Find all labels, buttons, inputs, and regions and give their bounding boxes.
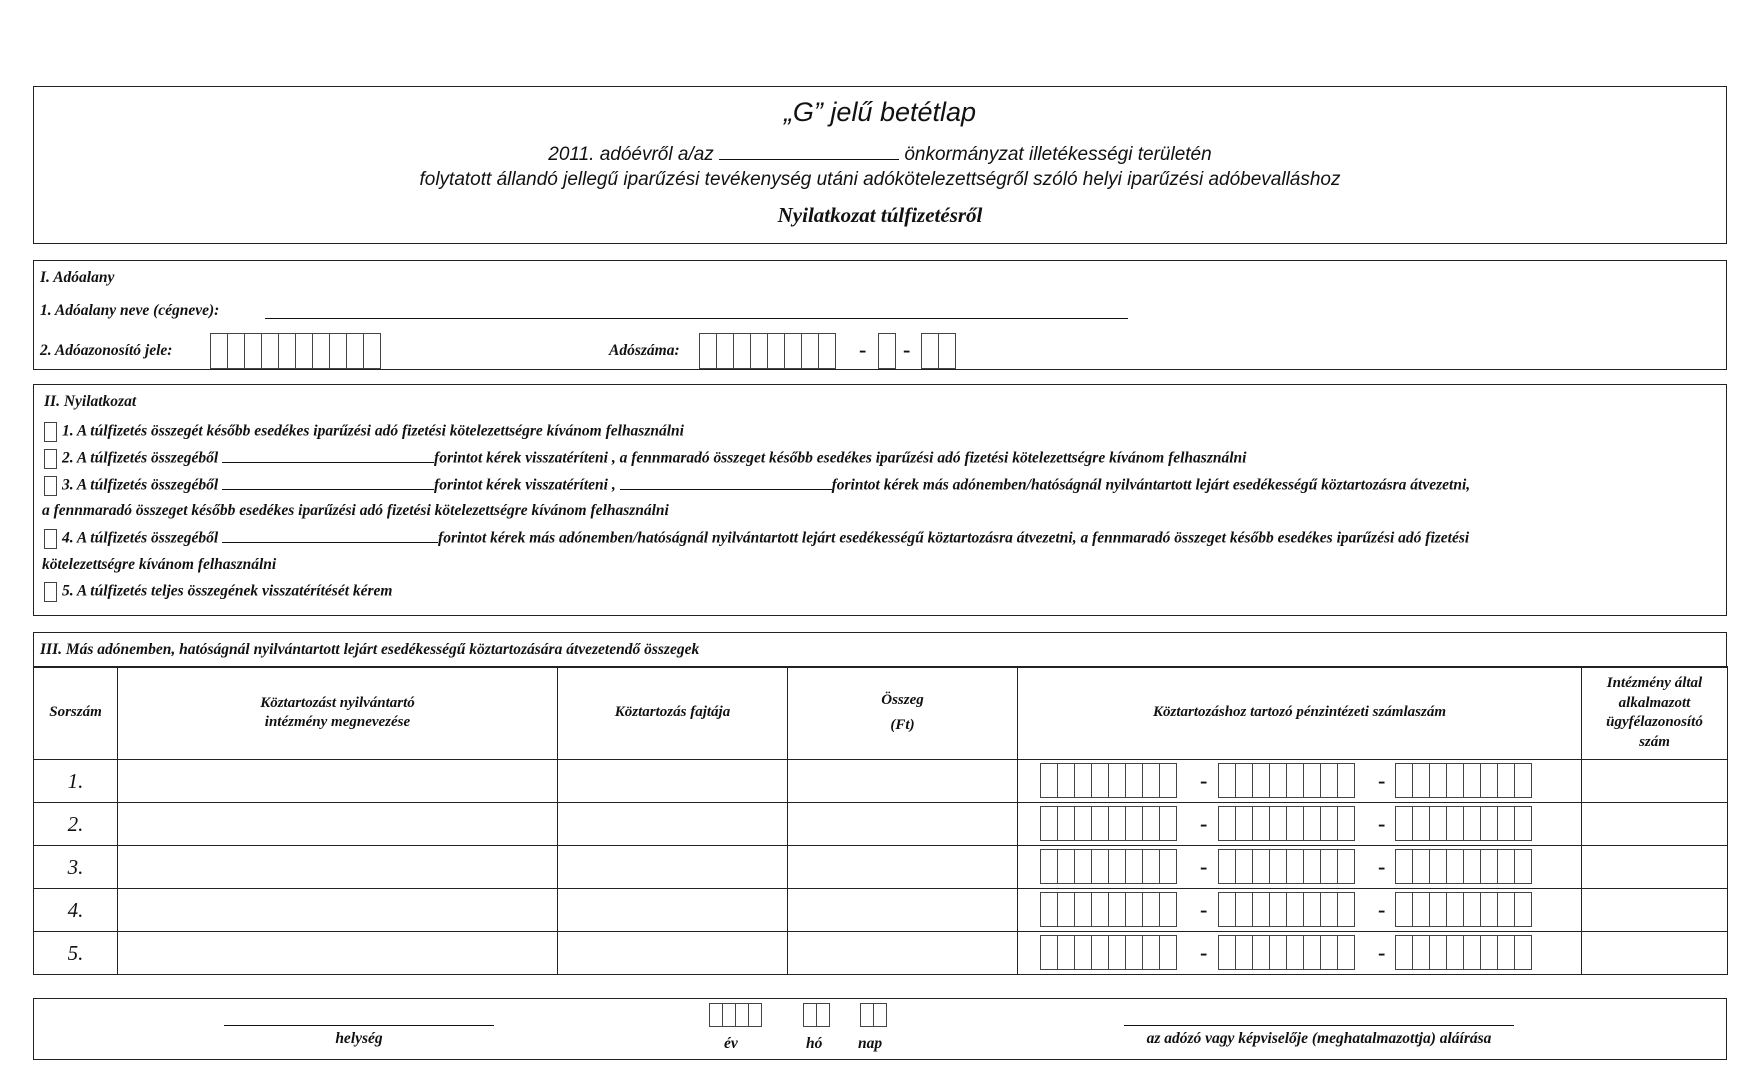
statement-1-text: 1. A túlfizetés összegét később esedékes iparűzési adó fizetési kötelezettségre kívánom felhasználni: [62, 422, 684, 440]
institution-cell[interactable]: [118, 846, 558, 889]
col-client-id-line-4: szám: [1639, 733, 1670, 750]
statement-3-transfer-field[interactable]: [620, 489, 832, 490]
col-institution: [118, 667, 558, 760]
account-number-dash: -: [1200, 811, 1208, 836]
institution-cell[interactable]: [118, 889, 558, 932]
institution-cell[interactable]: [118, 760, 558, 803]
month-label: hó: [806, 1035, 823, 1052]
account-number-group-2[interactable]: [1218, 849, 1354, 884]
account-number-group-2[interactable]: [1218, 935, 1354, 970]
statement-4-text-c: kötelezettségre kívánom felhasználni: [42, 556, 277, 573]
debt-type-cell[interactable]: [558, 889, 788, 932]
account-number-group-3[interactable]: [1395, 849, 1531, 884]
signature-line[interactable]: [1124, 1025, 1514, 1026]
row-number: 3.: [34, 846, 118, 889]
account-number-dash: -: [1200, 768, 1208, 793]
account-number-cell: [1018, 760, 1582, 803]
statement-5: [44, 582, 393, 602]
col-sorszam: Sorszám: [34, 667, 118, 760]
form-subtitle: Nyilatkozat túlfizetésről: [777, 203, 983, 227]
account-number-group-2[interactable]: [1218, 806, 1354, 841]
client-id-cell[interactable]: [1582, 846, 1728, 889]
section-2-box: [33, 384, 1727, 616]
tax-id-boxes[interactable]: [210, 333, 380, 369]
tax-number-boxes-1[interactable]: [699, 333, 835, 369]
statement-2-text-b: forintot kérek visszatéríteni , a fennmaradó összeget később esedékes iparűzési adó fizetési kötelezettségre kívánom felhasználni: [434, 449, 1247, 467]
debt-type-cell[interactable]: [558, 803, 788, 846]
row-number: 1.: [34, 760, 118, 803]
account-number-group-1[interactable]: [1040, 763, 1176, 798]
statement-4-amount-field[interactable]: [222, 542, 438, 543]
tax-number-boxes-3[interactable]: [921, 333, 955, 369]
col-debt-type: Köztartozás fajtája: [558, 667, 788, 760]
account-number-group-1[interactable]: [1040, 892, 1176, 927]
statement-3-refund-field[interactable]: [222, 489, 434, 490]
col-account-number: Köztartozáshoz tartozó pénzintézeti számlaszám: [1018, 667, 1582, 760]
account-number-dash: -: [1200, 854, 1208, 879]
year-boxes[interactable]: [709, 1003, 761, 1027]
place-line[interactable]: [224, 1025, 494, 1026]
taxpayer-name-field[interactable]: [265, 318, 1128, 319]
section-1-heading: I. Adóalany: [40, 269, 115, 286]
account-number-dash: -: [1200, 940, 1208, 965]
col-client-id-line-2: alkalmazott: [1618, 694, 1691, 711]
account-number-group-2[interactable]: [1218, 892, 1354, 927]
account-number-group-3[interactable]: [1395, 935, 1531, 970]
header-box: [33, 86, 1727, 244]
taxpayer-name-label: 1. Adóalany neve (cégneve):: [40, 302, 220, 319]
header-line-1-suffix: önkormányzat illetékességi területén: [904, 144, 1212, 165]
footer-box: [33, 998, 1727, 1060]
account-number-group-3[interactable]: [1395, 892, 1531, 927]
account-number-dash: -: [1378, 854, 1386, 879]
client-id-cell[interactable]: [1582, 889, 1728, 932]
day-label: nap: [858, 1035, 883, 1052]
statement-2: [44, 449, 1246, 469]
day-boxes[interactable]: [860, 1003, 886, 1027]
table-row: [34, 760, 1728, 803]
debt-type-cell[interactable]: [558, 846, 788, 889]
section-1-box: [33, 260, 1727, 370]
col-institution-line-2: intézmény megnevezése: [264, 714, 411, 730]
amount-cell[interactable]: [788, 932, 1018, 975]
tax-number-boxes-2[interactable]: [878, 333, 895, 369]
statement-3-checkbox[interactable]: [44, 476, 57, 496]
statement-3: [44, 476, 1470, 496]
statement-2-amount-field[interactable]: [222, 462, 434, 463]
statement-5-checkbox[interactable]: [44, 582, 57, 602]
institution-cell[interactable]: [118, 932, 558, 975]
form-title: „G” jelű betétlap: [783, 97, 977, 127]
account-number-cell: [1018, 889, 1582, 932]
table-row: [34, 846, 1728, 889]
col-amount: [788, 667, 1018, 760]
account-number-group-2[interactable]: [1218, 763, 1354, 798]
amount-cell[interactable]: [788, 803, 1018, 846]
table-row: [34, 889, 1728, 932]
account-number-group-1[interactable]: [1040, 849, 1176, 884]
account-number-group-1[interactable]: [1040, 935, 1176, 970]
month-boxes[interactable]: [803, 1003, 829, 1027]
signature-label: az adózó vagy képviselője (meghatalmazottja) aláírása: [1146, 1030, 1492, 1047]
debt-table: [33, 666, 1728, 975]
row-number: 2.: [34, 803, 118, 846]
section-3-heading-box: [33, 632, 1727, 668]
row-number: 4.: [34, 889, 118, 932]
statement-3-text-d: a fennmaradó összeget később esedékes iparűzési adó fizetési kötelezettségre kívánom felhasználni: [42, 502, 669, 519]
municipality-field[interactable]: [719, 141, 899, 160]
account-number-dash: -: [1378, 940, 1386, 965]
client-id-cell[interactable]: [1582, 760, 1728, 803]
amount-cell[interactable]: [788, 889, 1018, 932]
place-label: helység: [335, 1030, 383, 1047]
statement-1-checkbox[interactable]: [44, 422, 57, 442]
account-number-dash: -: [1378, 811, 1386, 836]
header-line-1-prefix: 2011. adóévről a/az: [548, 144, 714, 165]
tax-id-label: 2. Adóazonosító jele:: [40, 342, 173, 359]
statement-3-text-b: forintot kérek visszatéríteni ,: [434, 476, 616, 494]
tax-number-dash-2: -: [903, 337, 911, 362]
statement-4-checkbox[interactable]: [44, 529, 57, 549]
table-row: [34, 932, 1728, 975]
statement-4: [44, 529, 1469, 549]
header-line-2: folytatott állandó jellegű iparűzési tevékenység utáni adókötelezettségről szóló helyi iparűzési adóbevalláshoz: [419, 169, 1341, 190]
col-client-id: [1582, 667, 1728, 760]
amount-cell[interactable]: [788, 846, 1018, 889]
row-number: 5.: [34, 932, 118, 975]
account-number-group-1[interactable]: [1040, 806, 1176, 841]
table-row: [34, 803, 1728, 846]
account-number-cell: [1018, 846, 1582, 889]
client-id-cell[interactable]: [1582, 803, 1728, 846]
institution-cell[interactable]: [118, 803, 558, 846]
account-number-cell: [1018, 932, 1582, 975]
col-amount-line-1: Összeg: [881, 691, 924, 708]
year-label: év: [724, 1035, 738, 1052]
account-number-group-3[interactable]: [1395, 806, 1531, 841]
col-amount-line-2: (Ft): [890, 717, 915, 733]
header-line-1: [34, 141, 1726, 166]
statement-5-text: 5. A túlfizetés teljes összegének visszatérítését kérem: [62, 582, 393, 600]
account-number-cell: [1018, 803, 1582, 846]
section-2-heading: II. Nyilatkozat: [44, 393, 137, 410]
amount-cell[interactable]: [788, 760, 1018, 803]
col-client-id-line-1: Intézmény által: [1606, 675, 1703, 691]
account-number-dash: -: [1378, 768, 1386, 793]
account-number-dash: -: [1378, 897, 1386, 922]
debt-type-cell[interactable]: [558, 760, 788, 803]
tax-number-dash-1: -: [859, 337, 867, 362]
statement-1: [44, 422, 684, 442]
debt-table-header: [34, 667, 1728, 760]
statement-4-text-b: forintot kérek más adónemben/hatóságnál nyilvántartott lejárt esedékességű köztartozásra átvezetni, a fennmaradó összeget később esedékes iparűzési adó fizetési: [438, 529, 1470, 547]
tax-number-label: Adószáma:: [609, 342, 680, 359]
statement-4-text-a: 4. A túlfizetés összegéből: [62, 529, 219, 547]
account-number-dash: -: [1200, 897, 1208, 922]
col-institution-line-1: Köztartozást nyilvántartó: [260, 694, 415, 711]
client-id-cell[interactable]: [1582, 932, 1728, 975]
col-client-id-line-3: ügyfélazonosító: [1606, 714, 1703, 730]
account-number-group-3[interactable]: [1395, 763, 1531, 798]
section-3-heading: III. Más adónemben, hatóságnál nyilvántartott lejárt esedékességű köztartozására átvezetendő összegek: [40, 641, 700, 658]
debt-type-cell[interactable]: [558, 932, 788, 975]
statement-2-checkbox[interactable]: [44, 449, 57, 469]
statement-2-text-a: 2. A túlfizetés összegéből: [62, 449, 219, 467]
statement-3-text-c: forintot kérek más adónemben/hatóságnál nyilvántartott lejárt esedékességű köztartozásra átvezetni,: [831, 476, 1471, 494]
statement-3-text-a: 3. A túlfizetés összegéből: [62, 476, 219, 494]
